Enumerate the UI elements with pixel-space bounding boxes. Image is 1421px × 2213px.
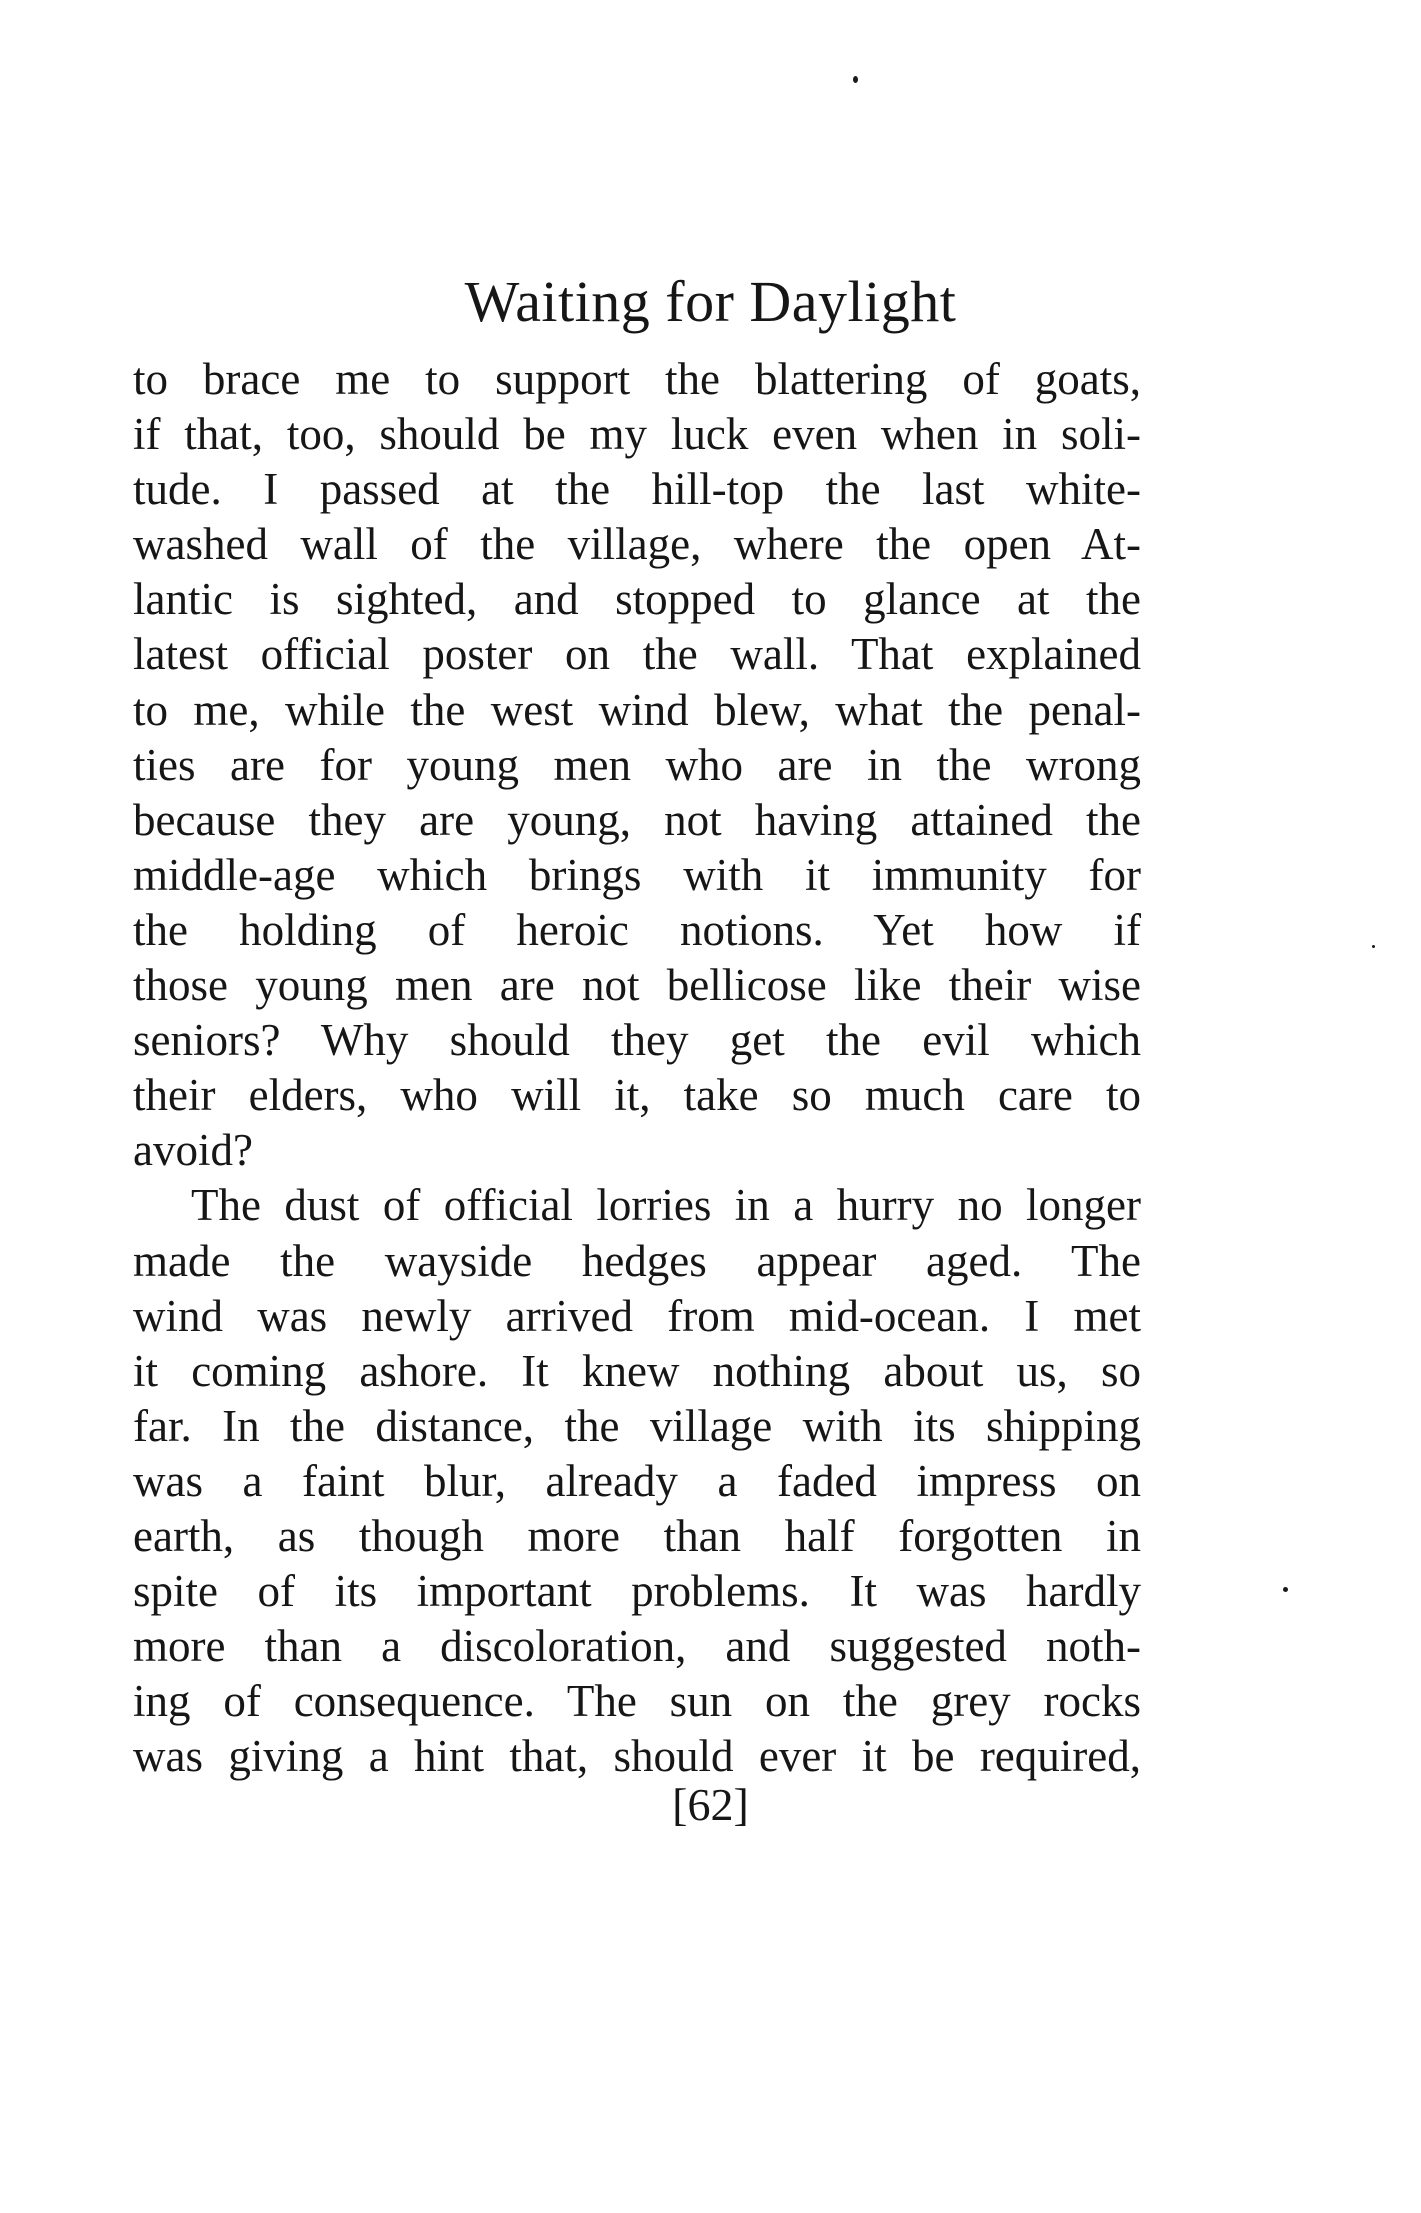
page-speck	[1372, 945, 1375, 948]
page-number: [62]	[672, 1779, 749, 1830]
text-line: the holding of heroic notions. Yet how if	[133, 904, 1141, 955]
text-line: ing of consequence. The sun on the grey rocks	[133, 1676, 1141, 1727]
text-line: because they are young, not having attained the	[133, 794, 1141, 845]
text-line: made the wayside hedges appear aged. The	[133, 1235, 1141, 1286]
page-speck	[853, 76, 858, 83]
text-line: lantic is sighted, and stopped to glance at the	[133, 574, 1141, 625]
text-line: spite of its important problems. It was hardly	[133, 1566, 1141, 1617]
text-line: washed wall of the village, where the open At-	[133, 519, 1141, 570]
body-text	[133, 352, 1141, 1784]
text-line: if that, too, should be my luck even when in soli-	[133, 409, 1141, 460]
text-line: tude. I passed at the hill-top the last white-	[133, 464, 1141, 515]
text-line: latest official poster on the wall. That explained	[133, 629, 1141, 680]
text-line: was a faint blur, already a faded impress on	[133, 1455, 1141, 1506]
text-line: The dust of official lorries in a hurry no longer	[191, 1180, 1141, 1231]
text-line: was giving a hint that, should ever it be required,	[133, 1731, 1141, 1782]
running-head: Waiting for Daylight	[464, 269, 957, 334]
page-speck	[1283, 1587, 1288, 1592]
text-line: to me, while the west wind blew, what the penal-	[133, 684, 1141, 735]
text-line: more than a discoloration, and suggested noth-	[133, 1621, 1141, 1672]
text-line: avoid?	[133, 1125, 253, 1176]
text-line: those young men are not bellicose like their wise	[133, 960, 1141, 1011]
text-line: their elders, who will it, take so much care to	[133, 1070, 1141, 1121]
text-line: seniors? Why should they get the evil which	[133, 1015, 1141, 1066]
text-line: it coming ashore. It knew nothing about us, so	[133, 1345, 1141, 1396]
paragraph-2	[133, 1178, 1141, 1784]
paragraph-1	[133, 352, 1141, 1178]
text-line: earth, as though more than half forgotten in	[133, 1510, 1141, 1561]
text-line: ties are for young men who are in the wrong	[133, 739, 1141, 790]
text-line: far. In the distance, the village with its shipping	[133, 1400, 1141, 1451]
text-line: wind was newly arrived from mid-ocean. I met	[133, 1290, 1141, 1341]
text-line: middle-age which brings with it immunity for	[133, 849, 1141, 900]
text-line: to brace me to support the blattering of goats,	[133, 354, 1141, 404]
